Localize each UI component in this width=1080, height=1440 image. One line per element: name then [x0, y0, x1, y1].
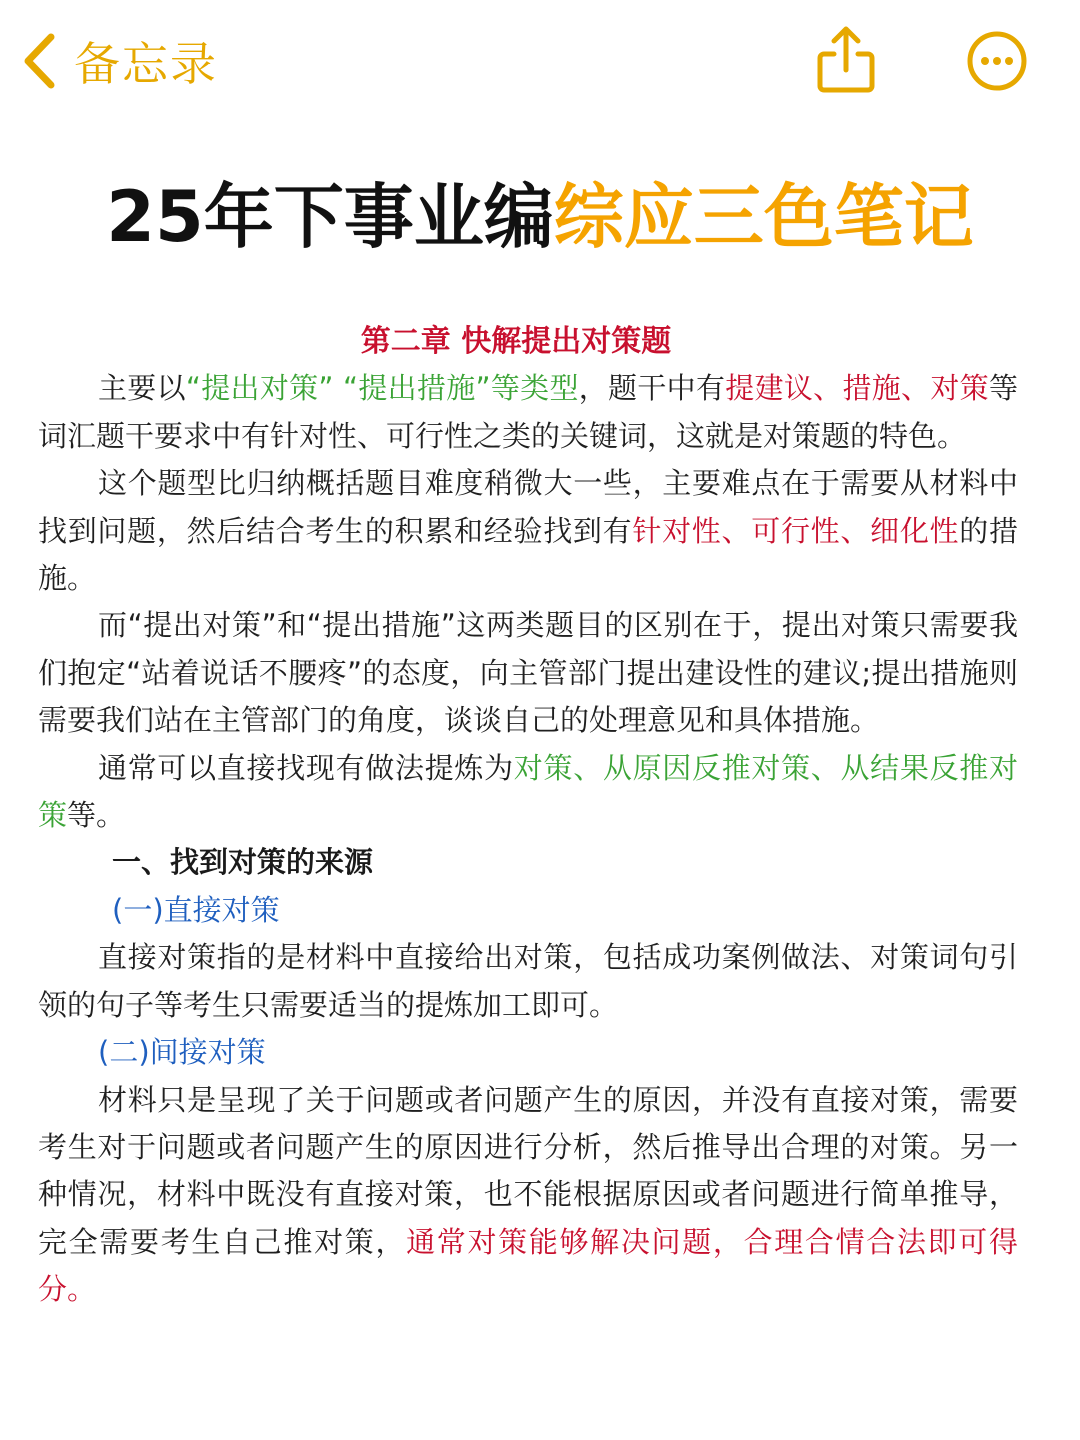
share-icon [812, 24, 880, 96]
share-button[interactable] [812, 24, 880, 96]
paragraph-2: 这个题型比归纳概括题目难度稍微大一些，主要难点在于需要从材料中找到问题，然后结合考生的积累和经验找到有针对性、可行性、细化性的措施。 [38, 466, 1018, 596]
sub-heading-indirect: (二)间接对策 [98, 1035, 266, 1070]
more-icon [966, 30, 1028, 92]
note-title-part2: 综应三色笔记 [553, 176, 974, 258]
paragraph-1: 主要以“提出对策” “提出措施”等类型，题干中有提建议、措施、对策等词汇题干要求中有针对性、可行性之类的关键词，这就是对策题的特色。 [38, 371, 1018, 453]
paragraph-3: 而“提出对策”和“提出措施”这两类题目的区别在于，提出对策只需要我们抱定“站着说话不腰疼”的态度，向主管部门提出建设性的建议;提出措施则需要我们站在主管部门的角度，谈谈自己的处理意见和具体措施。 [38, 608, 1018, 738]
back-label: 备忘录 [74, 37, 218, 91]
section-heading-1: 一、找到对策的来源 [112, 845, 374, 880]
chapter-heading: 第二章 快解提出对策题 [360, 324, 672, 359]
sub-heading-direct: (一)直接对策 [112, 892, 280, 927]
back-button[interactable] [22, 30, 218, 92]
note-title-part1: 25年下事业编 [106, 176, 554, 258]
chevron-left-icon [22, 33, 56, 89]
nav-bar [0, 0, 1080, 120]
paragraph-5: 直接对策指的是材料中直接给出对策，包括成功案例做法、对策词句引领的句子等考生只需要适当的提炼加工即可。 [38, 940, 1018, 1022]
note-body[interactable] [38, 318, 1018, 1314]
note-title [0, 172, 1080, 262]
paragraph-6: 材料只是呈现了关于问题或者问题产生的原因，并没有直接对策，需要考生对于问题或者问题产生的原因进行分析，然后推导出合理的对策。另一种情况，材料中既没有直接对策，也不能根据原因或者问题进行简单推导，完全需要考生自己推对策，通常对策能够解决问题，合理合情合法即可得分。 [38, 1082, 1018, 1307]
paragraph-4: 通常可以直接找现有做法提炼为对策、从原因反推对策、从结果反推对策等。 [38, 750, 1018, 833]
more-button[interactable] [966, 30, 1028, 92]
